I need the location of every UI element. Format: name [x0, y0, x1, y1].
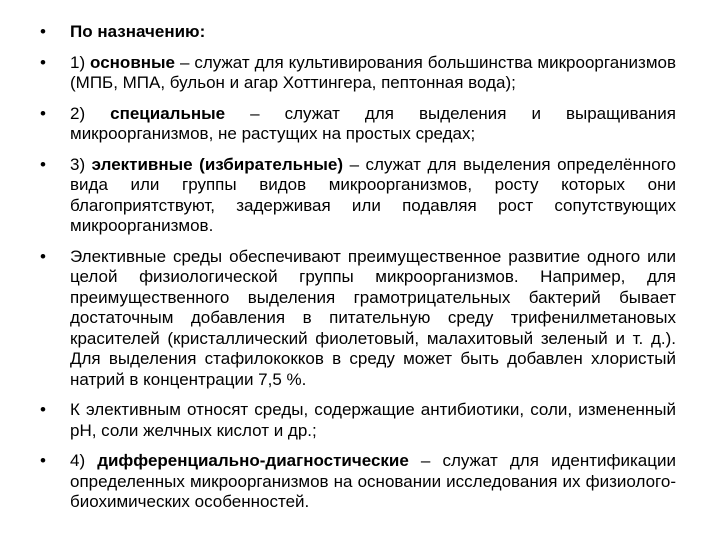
bullet-icon: • [40, 246, 46, 266]
item-text: – служат для выделения и выращивания микроорганизмов, не растущих на простых средах; [70, 103, 676, 143]
list-item-special-media [40, 104, 676, 145]
term-differential: дифференциально-диагностические [97, 451, 409, 470]
bullet-icon: • [40, 22, 46, 41]
item-number: 2) [70, 103, 111, 123]
bullet-icon: • [40, 154, 46, 174]
item-text: К элективным относят среды, содержащие антибиотики, соли, измененный pH, соли желчных кислот и др.; [70, 400, 676, 440]
item-text: – служат для выделения определённого вида или группы видов микроорганизмов, росту которых они благоприятствуют, задерживая или подавляя рост сопутствующих микроорганизмов. [70, 154, 676, 235]
item-number: 4) [70, 451, 98, 470]
item-text: – служат для культивирования большинства микроорганизмов (МПБ, МПА, бульон и агар Хоттингера, пептонная вода); [70, 52, 676, 92]
list-item-elective-description [40, 247, 676, 391]
item-text: Элективные среды обеспечивают преимущественное развитие одного или целой физиологической группы микроорганизмов. Например, для преимущественного выделения грамотрицательных бактерий бывает достаточным добавления в питательную среду трифенилметановых красителей (кристаллический фиолетовый, малахитовый зеленый и т. д.). Для выделения стафилококков в среду может быть добавлен хлористый натрий в концентрации 7,5 %. [70, 246, 676, 389]
purpose-heading: По назначению: [70, 22, 206, 41]
item-number: 1) [70, 52, 91, 72]
list-item-differential-media [40, 451, 676, 513]
list-item-elective-examples [40, 400, 676, 441]
item-text: – служат для идентификации определенных микроорганизмов на основании исследования их физиолого-биохимических особенностей. [70, 451, 676, 511]
bullet-icon: • [40, 451, 46, 470]
bullet-icon: • [40, 103, 46, 123]
term-basic: основные [90, 52, 176, 72]
term-special: специальные [110, 103, 226, 123]
list-item-purpose-heading [40, 22, 676, 43]
list-item-basic-media [40, 53, 676, 94]
term-elective: элективные (избирательные) [91, 154, 344, 174]
bullet-icon: • [40, 52, 46, 72]
bullet-icon: • [40, 400, 46, 419]
list-item-elective-media [40, 155, 676, 237]
item-number: 3) [70, 154, 92, 174]
bullet-list [40, 22, 676, 513]
